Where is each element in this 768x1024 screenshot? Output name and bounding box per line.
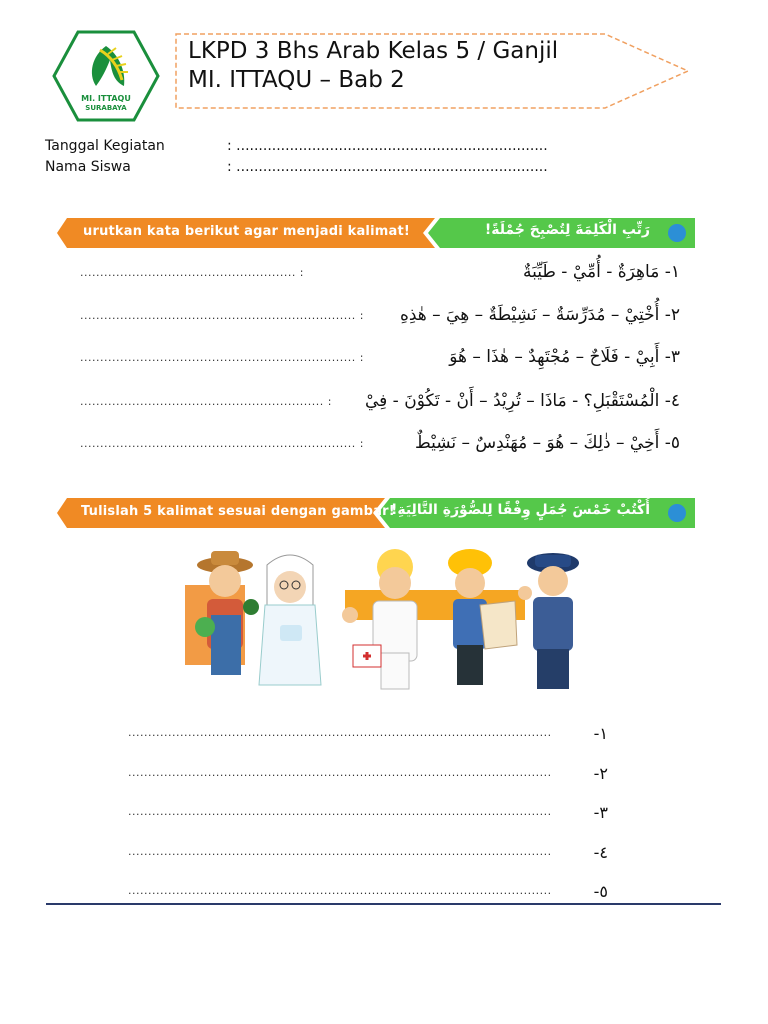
sentence-number: ٢- [593,764,608,783]
scrambled-words: ٢- أُخْتِيْ – مُدَرِّسَةٌ – نَشِيْطَةٌ – هِيَ – هٰذِهِ [399,305,680,325]
logo-text-line1: MI. ITTAQU [81,94,131,103]
scrambled-words: ١- مَاهِرَةٌ - أُمِّيْ - طَيِّبَةٌ [522,262,680,282]
engineer-figure [448,549,517,685]
title-line-1: LKPD 3 Bhs Arab Kelas 5 / Ganjil [188,38,559,64]
sentence-number: ١- [593,724,608,743]
section2-instruction-ar: أُكْتُبْ خَمْسَ جُمَلٍ وِفْقًا لِلصُّوْرَةِ التَّالِيَةِ! [390,502,650,518]
sentence-number: ٣- [593,803,608,822]
scrambled-words: ٣- أَبِيْ - فَلَاحٌ – مُجْتَهِدٌ – هٰذَا – هُوَ [449,347,680,367]
sentence-number: ٥- [593,882,608,901]
footer-rule [46,903,721,905]
exercise1-row-5 [80,433,680,459]
title-line-2: MI. ITTAQU – Bab 2 [188,67,405,93]
date-label: Tanggal Kegiatan [45,138,165,154]
sentence-number: ٤- [593,843,608,862]
professions-illustration [185,545,585,695]
name-row [45,158,548,176]
doctor-figure [342,549,417,689]
sentence-blank[interactable]: .......................................................................................................... [128,845,552,858]
scrambled-words: ٤- الْمُسْتَقْبَلِ؟ - مَاذَا – تُرِيْدُ – أَنْ - تَكُوْنَ - فِيْ [364,391,680,411]
answer-blank[interactable]: ..................................................................... : [80,437,364,450]
scrambled-words: ٥- أَخِيْ – ذٰلِكَ – هُوَ – مُهَنْدِسٌ – نَشِيْطٌ [414,433,680,453]
date-row [45,137,548,155]
section1-banner [55,216,700,250]
sentence-blank[interactable]: .......................................................................................................... [128,766,552,779]
answer-blank[interactable]: ............................................................. : [80,395,332,408]
section2-banner [55,496,700,530]
exercise1-row-2 [80,305,680,331]
police-figure [518,553,579,689]
exercise1-row-1 [80,262,680,288]
answer-blank[interactable]: ...................................................... : [80,266,305,279]
sentence-blank[interactable]: .......................................................................................................... [128,805,552,818]
date-field[interactable]: : ...................................................................... [227,138,548,154]
section1-instruction-id: urutkan kata berikut agar menjadi kalimat! [83,224,411,239]
sentence-blank[interactable]: .......................................................................................................... [128,726,552,739]
section1-instruction-ar: رَتِّبِ الْكَلِمَةَ لِتُصْبِحَ جُمْلَةً! [484,222,650,238]
sentence-line-1 [128,724,608,748]
name-field[interactable]: : ...................................................................... [227,159,548,175]
exercise1-row-4 [80,391,680,417]
logo-text-line2: SURABAYA [85,104,127,112]
answer-blank[interactable]: ..................................................................... : [80,309,364,322]
sentence-line-3 [128,803,608,827]
school-logo [52,30,160,122]
sentence-blank[interactable]: .......................................................................................................... [128,884,552,897]
section2-instruction-id: Tulislah 5 kalimat sesuai dengan gambar! [81,504,395,519]
nurse-figure [259,555,321,685]
sentence-line-2 [128,764,608,788]
sentence-line-4 [128,843,608,867]
name-label: Nama Siswa [45,159,131,175]
page-title [188,37,558,95]
exercise1-row-3 [80,347,680,373]
answer-blank[interactable]: ..................................................................... : [80,351,364,364]
